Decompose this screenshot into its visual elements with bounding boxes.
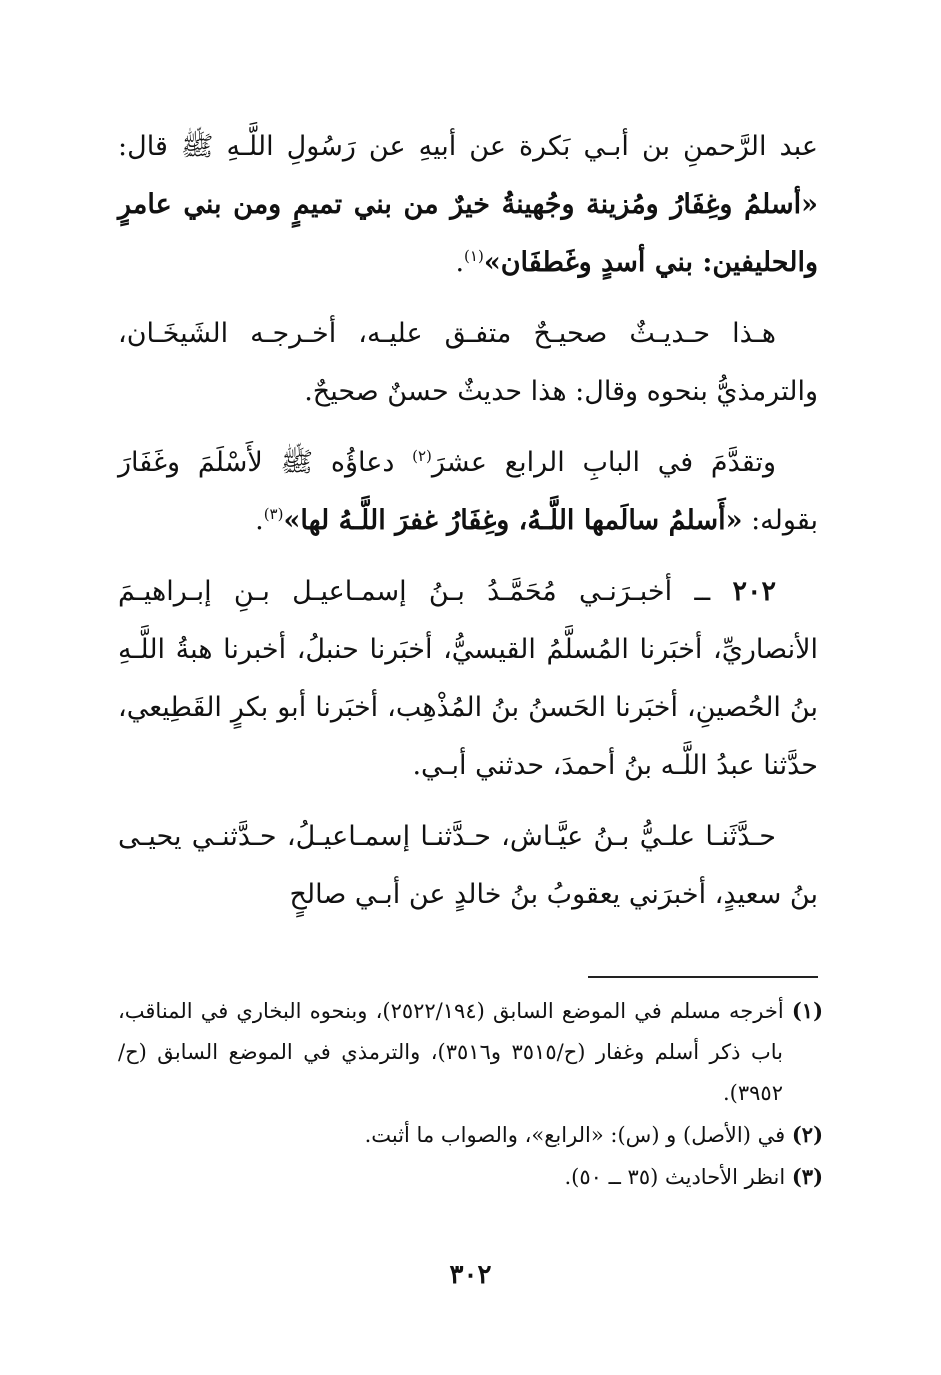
text-segment: ــ أخبـرَنـي مُحَمَّـدُ بـنُ إسمـاعيـل بـنِ إبـراهيـمَ الأنصاريِّ، أخبَرنا المُسلَّمُ القيسيُّ، أخبَرنا حنبلُ، أخبرنا هبةُ اللَّـهِ بنُ الحُصينِ، أخبَرنا الحَسنُ بنُ المُذْهِب، أخبَرنا أبو بكرٍ القَطِيعي، حدَّثنا عبدُ اللَّـه بنُ أحمدَ، حدثني أبـي. (118, 576, 818, 781)
footnote-ref: (٣) (263, 505, 284, 523)
footnote-text: أخرجه مسلم في الموضع السابق (٢٥٢٢/١٩٤)، وبنحوه البخاري في المناقب، باب ذكر أسلم وغفار (ح/٣٥١٥ و٣٥١٦)، والترمذي في الموضع السابق (ح/٣٩٥٢). (118, 999, 784, 1105)
text-segment: هـذا حـديـثٌ صحيـحٌ متفـق عليـه، أخـرجـه الشَيخَـان، والترمذيُّ بنحوه وقال: هذا حديثٌ حسنٌ صحيحٌ. (118, 318, 818, 407)
footnote-ref: (٢) (412, 447, 432, 465)
footnote (118, 990, 823, 1114)
paragraph (118, 563, 818, 795)
footnote (118, 1114, 823, 1156)
paragraph (118, 808, 818, 924)
paragraph (118, 305, 818, 421)
paragraph (118, 434, 818, 550)
text-segment: . (255, 505, 264, 536)
footnote-text: انظر الأحاديث (٣٥ ــ ٥٠). (564, 1165, 786, 1189)
text-segment: دعاؤُه ﷺ لأَسْلَمَ وغَفَارَ بقوله: (118, 447, 818, 536)
text-segment: . (455, 247, 465, 278)
bold-text: «أسلمُ وغِفَارُ ومُزينة وجُهينةُ خيرٌ من بني تميمٍ ومن بني عامرٍ والحليفين: بني أسدٍ وغَطفَان» (118, 189, 818, 278)
footnotes (118, 990, 823, 1198)
footnote (118, 1156, 823, 1198)
footnote-ref: (١) (464, 247, 484, 265)
footnote-separator (588, 976, 818, 978)
page-number: ٣٠٢ (449, 1260, 492, 1290)
footnote-number: (٣) (791, 1164, 823, 1189)
paragraph (118, 118, 818, 292)
bold-text: «أَسلمُ سالَمها اللَّـهُ، وغِفَارُ غفرَ اللَّـهُ لها» (283, 505, 743, 536)
text-segment: وتقدَّمَ في البابِ الرابع عشرَ (431, 447, 776, 478)
text-segment: عبد الرَّحمنِ بن أبـي بَكرة عن أبيهِ عن رَسُولِ اللَّـهِ ﷺ قال: (118, 131, 818, 162)
footnote-number: (٢) (791, 1122, 823, 1147)
main-text (118, 118, 818, 937)
footnote-number: (١) (791, 998, 823, 1023)
bold-text: ٢٠٢ (732, 576, 776, 607)
text-segment: حـدَّثَنـا علـيُّ بـنُ عيَّـاش، حـدَّثنـا إسمـاعيـلُ، حـدَّثنـي يحيـى بنُ سعيدٍ، أخبرَني يعقوبُ بنُ خالدٍ عن أبـي صالحٍ (118, 821, 818, 910)
footnote-text: في (الأصل) و (س): «الرابع»، والصواب ما أثبت. (364, 1123, 786, 1147)
